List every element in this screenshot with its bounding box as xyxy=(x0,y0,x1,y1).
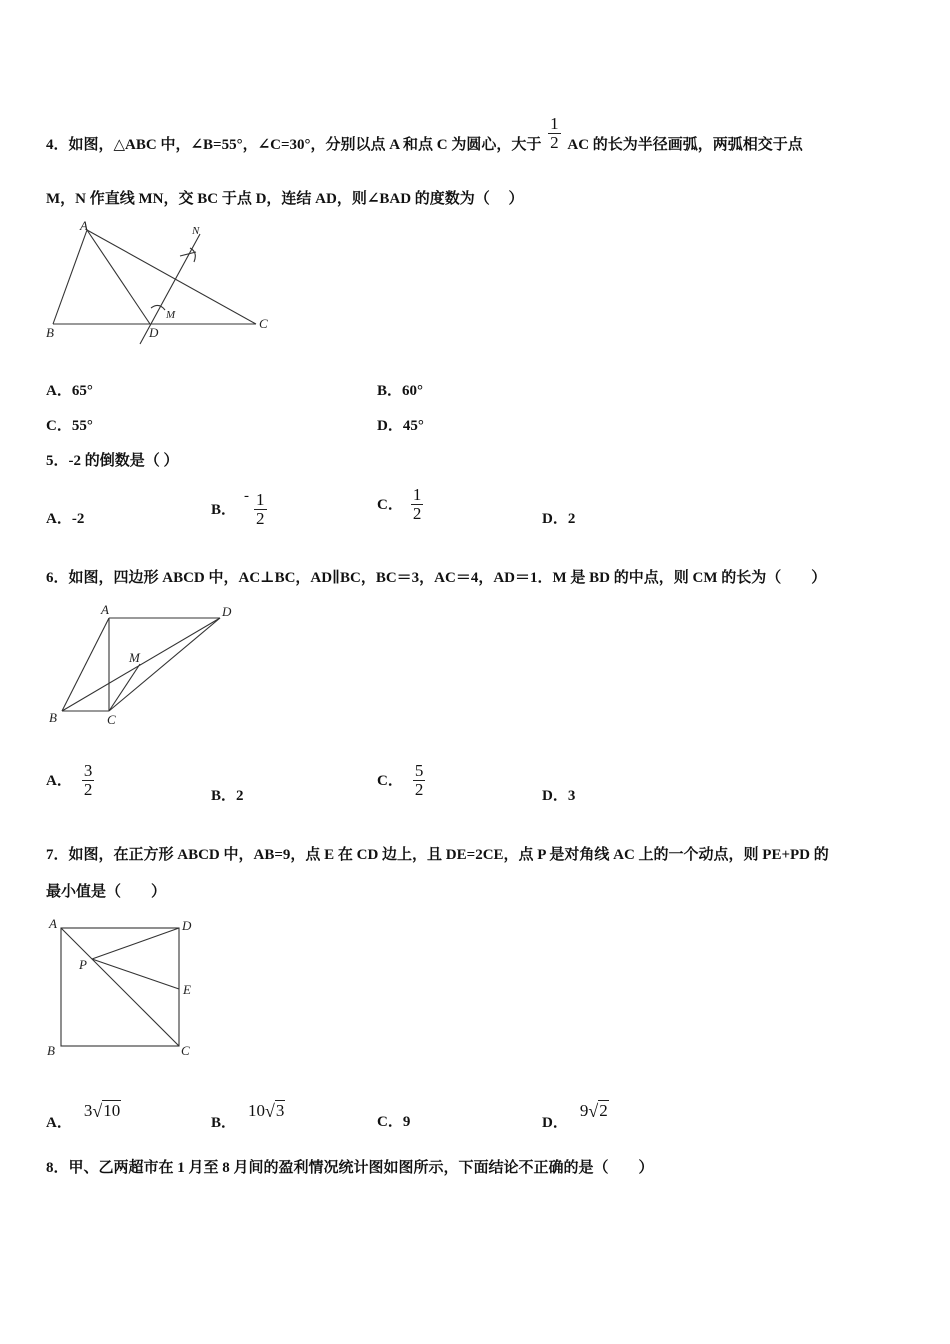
q4-option-a[interactable] xyxy=(46,381,93,401)
q5-option-a[interactable] xyxy=(46,509,84,529)
q5-option-d-value: 2 xyxy=(567,511,576,527)
q6-option-a-label: A． xyxy=(46,773,72,789)
q4-option-c[interactable] xyxy=(46,416,93,436)
q4-stem-line1 xyxy=(46,114,803,164)
q7-seg-pe xyxy=(92,959,179,989)
q6-seg-cd xyxy=(109,618,220,711)
q4-label-c: C xyxy=(259,316,268,331)
sqrt-icon: √ xyxy=(92,1101,103,1121)
q7-label-c: C xyxy=(181,1043,190,1058)
q7-option-b-coef: 10 xyxy=(248,1101,266,1120)
q4-option-b-label: B． xyxy=(377,383,403,399)
q7-option-b-label: B． xyxy=(211,1115,237,1131)
sqrt-icon: √ xyxy=(265,1101,275,1121)
q6-option-d[interactable] xyxy=(542,786,575,806)
q7-option-c-label: C． xyxy=(377,1114,403,1130)
q7-option-a[interactable] xyxy=(46,1100,121,1131)
q5-option-d[interactable] xyxy=(542,509,575,529)
q4-seg-ab xyxy=(53,230,87,324)
q7-label-e: E xyxy=(183,982,191,997)
q4-seg-ad xyxy=(87,230,150,324)
q7-stem-line1: 7．如图，在正方形 ABCD 中，AB=9，点 E 在 CD 边上，且 DE=2CE，点 P 是对角线 AC 上的一个动点，则 PE+PD 的 xyxy=(46,847,829,863)
q6-option-b-value: 2 xyxy=(236,788,244,804)
q4-option-d-value: 45° xyxy=(402,418,424,434)
q5-option-b-den: 2 xyxy=(256,509,265,528)
q4-option-b[interactable] xyxy=(377,381,423,401)
q7-option-c[interactable] xyxy=(377,1112,410,1132)
q7-option-c-value: 9 xyxy=(402,1114,411,1130)
q5-option-c[interactable] xyxy=(377,485,426,523)
q6-option-d-value: 3 xyxy=(567,788,576,804)
q7-option-d-radicand: 2 xyxy=(599,1101,608,1120)
q4-option-a-value: 65° xyxy=(71,383,93,399)
sqrt-icon: √ xyxy=(588,1101,599,1121)
q6-label-d: D xyxy=(222,604,232,619)
q4-option-a-label: A． xyxy=(46,383,72,399)
q6-figure xyxy=(40,598,250,733)
q7-option-d-radical xyxy=(580,1100,609,1121)
q4-option-c-value: 55° xyxy=(71,418,93,434)
q7-figure xyxy=(40,910,215,1060)
q4-fraction xyxy=(548,115,561,152)
q4-option-d-label: D． xyxy=(377,418,403,434)
q8-stem: 8．甲、乙两超市在 1 月至 8 月间的盈利情况统计图如图所示，下面结论不正确的是（ ） xyxy=(46,1160,654,1176)
q4-label-d: D xyxy=(149,325,159,340)
q7-option-d-label: D． xyxy=(542,1115,568,1131)
q4-label-n: N xyxy=(192,225,200,237)
q5-option-c-label: C． xyxy=(377,497,403,513)
q5-option-c-num: 1 xyxy=(412,485,422,504)
q5-option-d-label: D． xyxy=(542,511,568,527)
q7-option-b[interactable] xyxy=(211,1100,285,1131)
q6-option-a-num: 3 xyxy=(83,761,93,780)
q4-option-c-label: C． xyxy=(46,418,72,434)
q5-option-c-fraction xyxy=(411,486,424,523)
q6-stem: 6．如图，四边形 ABCD 中，AC⊥BC，AD∥BC，BC＝3，AC＝4，AD＝1．M 是 BD 的中点，则 CM 的长为（ ） xyxy=(46,570,827,586)
q4-option-d[interactable] xyxy=(377,416,424,436)
q5-option-b-sign: - xyxy=(244,488,250,504)
q6-option-a[interactable] xyxy=(46,761,97,799)
q7-stem-line2: 最小值是（ ） xyxy=(46,884,167,900)
q4-figure xyxy=(40,218,280,348)
q7-label-p: P xyxy=(79,957,87,972)
q7-option-b-radical xyxy=(248,1100,285,1121)
q6-option-c[interactable] xyxy=(377,761,428,799)
q7-label-b: B xyxy=(47,1043,55,1058)
q6-label-b: B xyxy=(49,710,57,725)
q7-option-a-label: A． xyxy=(46,1115,72,1131)
q6-option-c-num: 5 xyxy=(414,761,424,780)
q7-label-d: D xyxy=(182,918,192,933)
q4-prefix: 4．如图，△ABC 中，∠B=55°，∠C=30°，分别以点 A 和点 C 为圆心，大于 xyxy=(46,136,542,153)
q6-option-a-den: 2 xyxy=(83,780,93,799)
q6-option-b[interactable] xyxy=(211,786,244,806)
q4-frac-num: 1 xyxy=(550,114,559,133)
q6-option-b-label: B． xyxy=(211,788,237,804)
q5-option-a-value: -2 xyxy=(71,511,85,527)
q6-label-m: M xyxy=(129,650,140,665)
q6-option-d-label: D． xyxy=(542,788,568,804)
q5-option-b[interactable] xyxy=(211,486,270,528)
q7-diagonal-ac xyxy=(61,928,179,1046)
q4-stem-line2: M，N 作直线 MN，交 BC 于点 D，连结 AD，则∠BAD 的度数为（ ） xyxy=(46,191,524,207)
q4-arc-m xyxy=(151,305,165,310)
q4-option-b-value: 60° xyxy=(402,383,424,399)
q5-stem: 5．-2 的倒数是（ ） xyxy=(46,453,179,469)
q4-label-m: M xyxy=(166,309,176,321)
q7-option-a-radical xyxy=(84,1100,121,1121)
q5-option-c-den: 2 xyxy=(412,504,422,523)
q6-label-c: C xyxy=(107,712,116,727)
q7-seg-pd xyxy=(92,928,179,959)
q7-option-a-coef: 3 xyxy=(83,1101,93,1120)
q6-option-c-label: C． xyxy=(377,773,403,789)
q7-option-d-coef: 9 xyxy=(579,1101,589,1120)
q7-label-a: A xyxy=(49,916,57,931)
q6-label-a: A xyxy=(101,602,109,617)
q4-label-b: B xyxy=(46,325,54,340)
q4-frac-den: 2 xyxy=(550,133,559,152)
q6-option-c-fraction xyxy=(413,762,426,799)
q6-seg-cm xyxy=(109,664,140,711)
q5-option-b-fraction xyxy=(254,491,267,528)
q6-option-c-den: 2 xyxy=(414,780,424,799)
q7-option-d[interactable] xyxy=(542,1100,609,1131)
q4-label-a: A xyxy=(80,218,88,233)
q7-option-b-radicand: 3 xyxy=(275,1101,285,1120)
q5-option-b-num: 1 xyxy=(256,490,265,509)
q6-option-a-fraction xyxy=(82,762,95,799)
q7-option-a-radicand: 10 xyxy=(103,1101,121,1120)
q4-suffix: AC 的长为半径画弧，两弧相交于点 xyxy=(567,136,803,153)
q5-option-a-label: A． xyxy=(46,511,72,527)
q5-option-b-label: B． xyxy=(211,502,237,518)
